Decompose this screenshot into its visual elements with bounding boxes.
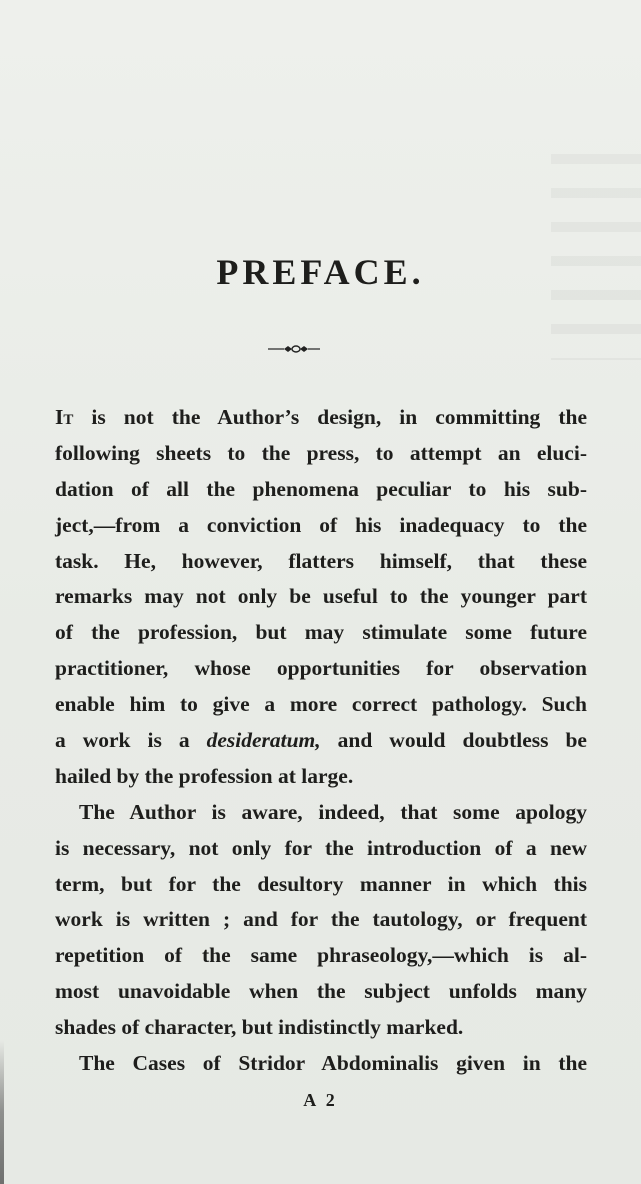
text-line: most unavoidable when the subject unfolds many: [55, 979, 587, 1004]
text-line: term, but for the desultory manner in which this: [55, 871, 587, 896]
text-line: work is written ; and for the tautology, or frequent: [55, 907, 587, 932]
line-text: is not the Author’s design, in committing the: [73, 405, 587, 429]
text-line: task. He, however, flatters himself, that these: [55, 548, 587, 573]
text-line: hailed by the profession at large.: [55, 763, 354, 788]
text-line: dation of all the phenomena peculiar to his sub-: [55, 476, 587, 501]
text-line: repetition of the same phraseology,—which is al-: [55, 943, 587, 968]
text-line: enable him to give a more correct pathology. Such: [55, 692, 587, 717]
text-line: ject,—from a conviction of his inadequacy to the: [55, 512, 587, 537]
text-line: remarks may not only be useful to the younger part: [55, 584, 587, 609]
preface-body: [55, 400, 587, 1082]
text-line: The Author is aware, indeed, that some apology: [79, 799, 587, 824]
text-line: following sheets to the press, to attempt an eluci-: [55, 440, 587, 465]
ink-bleed-through: [551, 130, 641, 360]
signature-mark: A 2: [303, 1090, 338, 1110]
text-line: The Cases of Stridor Abdominalis given in the: [79, 1051, 587, 1076]
text-line: of the profession, but may stimulate some future: [55, 620, 587, 645]
page-edge-shadow: [0, 1040, 4, 1184]
text-line: is necessary, not only for the introduction of a new: [55, 835, 587, 860]
text-line: [55, 400, 587, 436]
text-line: shades of character, but indistinctly marked.: [55, 1015, 464, 1040]
drop-word: It: [55, 405, 74, 429]
italic-term: desideratum,: [206, 728, 321, 753]
text-line: practitioner, whose opportunities for observation: [55, 656, 587, 681]
ornament-divider-icon: [268, 344, 320, 354]
text-line: [55, 723, 587, 759]
line-text: and would doubtless be: [320, 728, 587, 753]
page-title: PREFACE.: [216, 252, 425, 292]
line-text: a work is a: [55, 728, 207, 753]
